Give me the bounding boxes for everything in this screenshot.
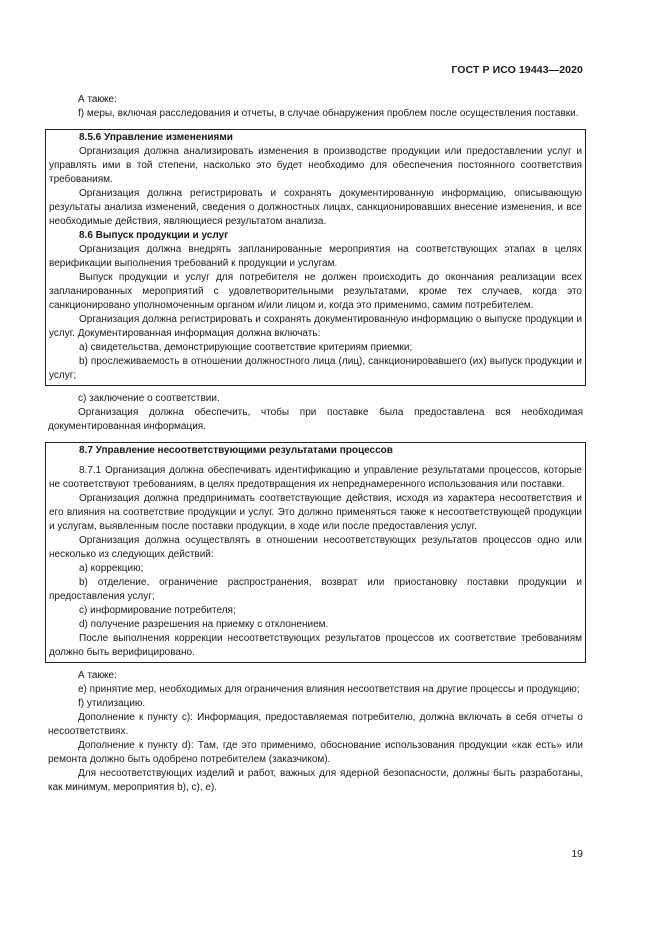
list-item-e: е) принятие мер, необходимых для ограничения влияния несоответствия на другие процессы и продукцию; — [78, 684, 580, 695]
intro-also: А также: — [78, 94, 117, 105]
list-item-c: с) заключение о соответствии. — [78, 393, 220, 404]
paragraph: Организация должна анализировать изменения в производстве продукции или предоставлении услуг и управлять ими в той степени, насколько это будет необходимо для обеспечения постоянного соответствия требованиям. — [49, 146, 582, 185]
nuclear-safety-note: Для несоответствующих изделий и работ, важных для ядерной безопасности, должны быть разработаны, как минимум, мероприятия b), с), е). — [48, 768, 583, 793]
page-number: 19 — [571, 848, 583, 860]
standard-code-header: ГОСТ Р ИСО 19443—2020 — [451, 64, 583, 76]
page-body — [48, 93, 583, 795]
paragraph: Организация должна регистрировать и сохранять документированную информацию о выпуске продукции и услуг. Документированная информация должна включать: — [49, 314, 582, 339]
paragraph-8-7-1: 8.7.1 Организация должна обеспечивать идентификацию и управление результатами процессов, которые не соответствуют требованиям, в целях предотвращения их непреднамеренного использования или поставки. — [49, 465, 582, 490]
list-item-a: а) коррекцию; — [79, 563, 144, 574]
list-item-b: b) отделение, ограничение распространения, возврат или приостановку поставки продукции и предоставления услуг; — [49, 577, 582, 602]
tail-also: А также: — [78, 670, 117, 681]
heading-8-5-6: 8.5.6 Управление изменениями — [79, 132, 233, 143]
paragraph: После выполнения коррекции несоответствующих результатов процессов их соответствие требованиям должно быть верифицировано. — [49, 633, 582, 658]
paragraph: Организация должна внедрять запланированные мероприятия на соответствующих этапах в целях верификации выполнения требований к продукции и услугам. — [49, 244, 582, 269]
intro-item-f: f) меры, включая расследования и отчеты, в случае обнаружения проблем после осуществления поставки. — [78, 108, 579, 119]
addition-c: Дополнение к пункту с): Информация, предоставляемая потребителю, должна включать в себя отчеты о несоответствиях. — [48, 712, 583, 737]
list-item-c: с) информирование потребителя; — [79, 605, 236, 616]
paragraph: Организация должна предпринимать соответствующие действия, исходя из характера несоответствия и его влияния на соответствие продукции и услуг. Это должно применяться также к несоответствующей продукции и услугам, выявленным после поставки продукции, в ходе или после предоставления услуг. — [49, 493, 582, 532]
list-item-b: b) прослеживаемость в отношении должностного лица (лиц), санкционировавшего (их) выпуск продукции и услуг; — [49, 356, 582, 381]
paragraph: Организация должна обеспечить, чтобы при поставке была предоставлена вся необходимая документированная информация. — [48, 407, 583, 432]
list-item-f: f) утилизацию. — [78, 698, 146, 709]
paragraph: Организация должна регистрировать и сохранять документированную информацию, описывающую результаты анализа изменений, сведения о должностных лицах, санкционировавших внесение изменения, и все необходимые действия, являющиеся результатом анализа. — [49, 188, 582, 227]
heading-8-6: 8.6 Выпуск продукции и услуг — [79, 230, 229, 241]
boxed-section-8-5-6-8-6 — [45, 129, 586, 386]
list-item-d: d) получение разрешения на приемку с отклонением. — [79, 619, 329, 630]
boxed-section-8-7 — [45, 442, 586, 663]
paragraph: Организация должна осуществлять в отношении несоответствующих результатов процессов одно или несколько из следующих действий: — [49, 535, 582, 560]
paragraph: Выпуск продукции и услуг для потребителя не должен происходить до окончания реализации всех запланированных мероприятий с удовлетворительными результатами, кроме тех случаев, когда это санкционировано уполномоченным органом и/или лицом и, когда это применимо, самим потребителем. — [49, 272, 582, 311]
addition-d: Дополнение к пункту d): Там, где это применимо, обоснование использования продукции «как есть» или ремонта должно быть одобрено потребителем (заказчиком). — [48, 740, 583, 765]
list-item-a: а) свидетельства, демонстрирующие соответствие критериям приемки; — [79, 342, 413, 353]
heading-8-7: 8.7 Управление несоответствующими результатами процессов — [79, 445, 393, 456]
